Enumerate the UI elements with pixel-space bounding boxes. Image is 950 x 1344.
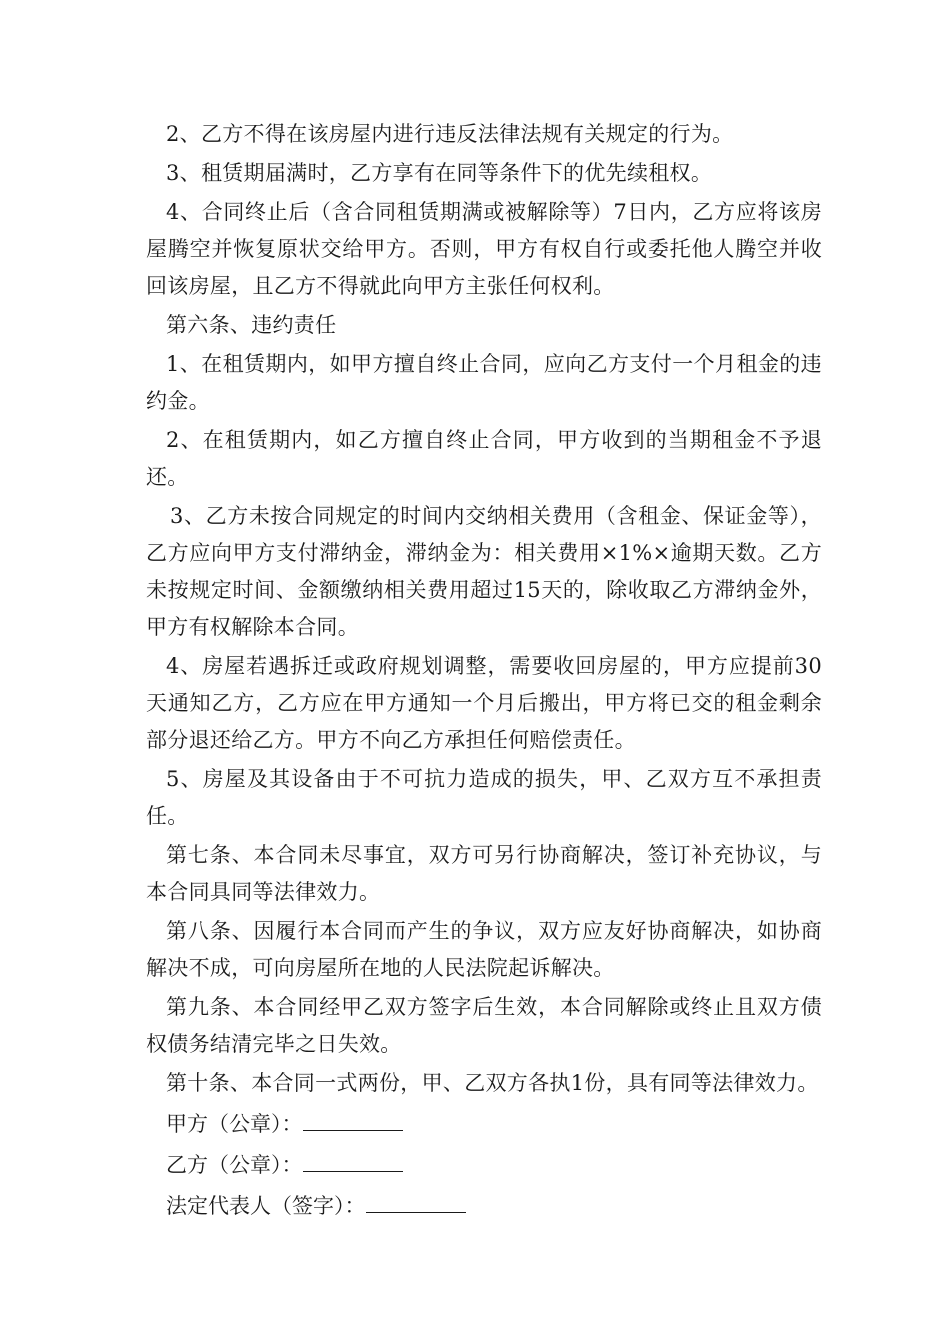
party-a-label: 甲方（公章）： bbox=[166, 1112, 303, 1136]
legal-rep-blank bbox=[366, 1186, 466, 1213]
article-7: 第七条、本合同未尽事宜，双方可另行协商解决，签订补充协议，与本合同具同等法律效力。 bbox=[146, 843, 822, 904]
article-9: 第九条、本合同经甲乙双方签字后生效，本合同解除或终止且双方债权债务结清完毕之日失效。 bbox=[146, 995, 822, 1056]
clause-6-2: 2、在租赁期内，如乙方擅自终止合同，甲方收到的当期租金不予退还。 bbox=[146, 428, 822, 489]
article-6-heading: 第六条、违约责任 bbox=[166, 313, 337, 337]
article-10: 第十条、本合同一式两份，甲、乙双方各执1份，具有同等法律效力。 bbox=[166, 1071, 819, 1095]
party-b-blank bbox=[303, 1145, 403, 1172]
party-b-signature-line bbox=[146, 1145, 822, 1184]
legal-rep-label: 法定代表人（签字）： bbox=[166, 1194, 366, 1218]
clause-5-4: 4、合同终止后（含合同租赁期满或被解除等）7日内，乙方应将该房屋腾空并恢复原状交给甲方。否则，甲方有权自行或委托他人腾空并收回该房屋，且乙方不得就此向甲方主张任何权利。 bbox=[146, 200, 822, 298]
clause-6-1: 1、在租赁期内，如甲方擅自终止合同，应向乙方支付一个月租金的违约金。 bbox=[146, 352, 822, 413]
clause-6-5: 5、房屋及其设备由于不可抗力造成的损失，甲、乙双方互不承担责任。 bbox=[146, 767, 822, 828]
clause-5-2: 2、乙方不得在该房屋内进行违反法律法规有关规定的行为。 bbox=[166, 122, 734, 146]
clause-5-3: 3、租赁期届满时，乙方享有在同等条件下的优先续租权。 bbox=[166, 161, 713, 185]
article-8: 第八条、因履行本合同而产生的争议，双方应友好协商解决，如协商解决不成，可向房屋所在地的人民法院起诉解决。 bbox=[146, 919, 822, 980]
clause-6-3: 3、乙方未按合同规定的时间内交纳相关费用（含租金、保证金等），乙方应向甲方支付滞纳金，滞纳金为：相关费用×1%×逾期天数。乙方未按规定时间、金额缴纳相关费用超过15天的，除收取乙方滞纳金外，甲方有权解除本合同。 bbox=[146, 504, 822, 639]
legal-rep-signature-line bbox=[146, 1186, 822, 1225]
clause-6-4: 4、房屋若遇拆迁或政府规划调整，需要收回房屋的，甲方应提前30天通知乙方，乙方应在甲方通知一个月后搬出，甲方将已交的租金剩余部分退还给乙方。甲方不向乙方承担任何赔偿责任。 bbox=[146, 654, 822, 752]
party-a-signature-line bbox=[146, 1104, 822, 1143]
party-a-blank bbox=[303, 1104, 403, 1131]
contract-body bbox=[146, 116, 822, 1227]
party-b-label: 乙方（公章）： bbox=[166, 1153, 303, 1177]
